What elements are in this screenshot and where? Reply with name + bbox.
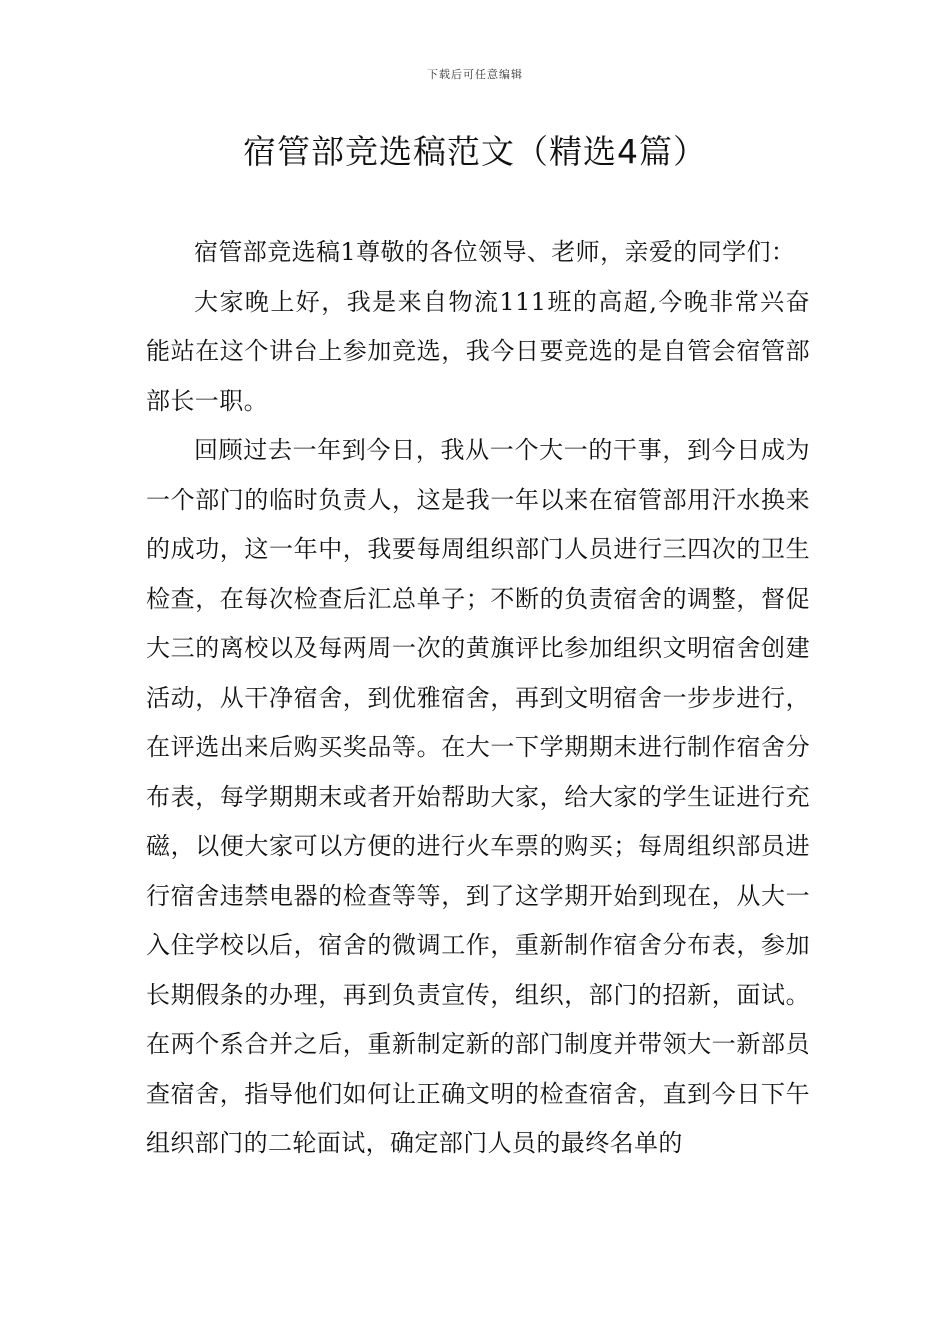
document-title: 宿管部竞选稿范文（精选4篇）: [243, 132, 707, 171]
document-body: [146, 228, 810, 1169]
paragraph-introduction: 大家晚上好，我是来自物流111班的高超,今晚非常兴奋能站在这个讲台上参加竞选，我今日要竞选的是自管会宿管部部长一职。: [146, 287, 810, 415]
header-note: 下载后可任意编辑: [427, 68, 523, 81]
paragraph-greeting: 宿管部竞选稿1尊敬的各位领导、老师，亲爱的同学们：: [194, 238, 796, 266]
paragraph-review: 回顾过去一年到今日，我从一个大一的干事，到今日成为一个部门的临时负责人，这是我一年以来在宿管部用汗水换来的成功，这一年中，我要每周组织部门人员进行三四次的卫生检查，在每次检查后汇总单子；不断的负责宿舍的调整，督促大三的离校以及每两周一次的黄旗评比参加组织文明宿舍创建活动，从干净宿舍，到优雅宿舍，再到文明宿舍一步步进行，在评选出来后购买奖品等。在大一下学期期末进行制作宿舍分布表，每学期期末或者开始帮助大家，给大家的学生证进行充磁，以便大家可以方便的进行火车票的购买；每周组织部员进行宿舍违禁电器的检查等等，到了这学期开始到现在，从大一入住学校以后，宿舍的微调工作，重新制作宿舍分布表，参加长期假条的办理，再到负责宣传，组织，部门的招新，面试。在两个系合并之后，重新制定新的部门制度并带领大一新部员查宿舍，指导他们如何让正确文明的检查宿舍，直到今日下午组织部门的二轮面试，确定部门人员的最终名单的: [146, 436, 810, 1157]
